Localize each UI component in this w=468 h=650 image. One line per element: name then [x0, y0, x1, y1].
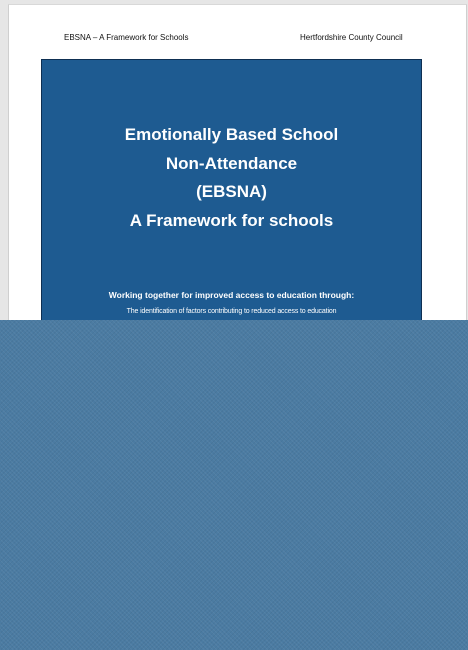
cover-list-item: The identification of factors contributing to reduced access to education	[126, 308, 337, 315]
cover-title	[42, 121, 421, 235]
dimmed-overlay	[0, 320, 468, 650]
cover-title-line: Emotionally Based School	[124, 125, 339, 144]
cover-title-line: Non-Attendance	[165, 153, 298, 173]
cover-lead-text: Working together for improved access to education through:	[108, 290, 355, 300]
cover-title-line: (EBSNA)	[196, 182, 267, 201]
cover-title-line: A Framework for schools	[129, 210, 334, 230]
running-header-left: EBSNA – A Framework for Schools	[64, 33, 189, 42]
running-header-right: Hertfordshire County Council	[300, 33, 403, 42]
cover-panel	[41, 59, 422, 361]
